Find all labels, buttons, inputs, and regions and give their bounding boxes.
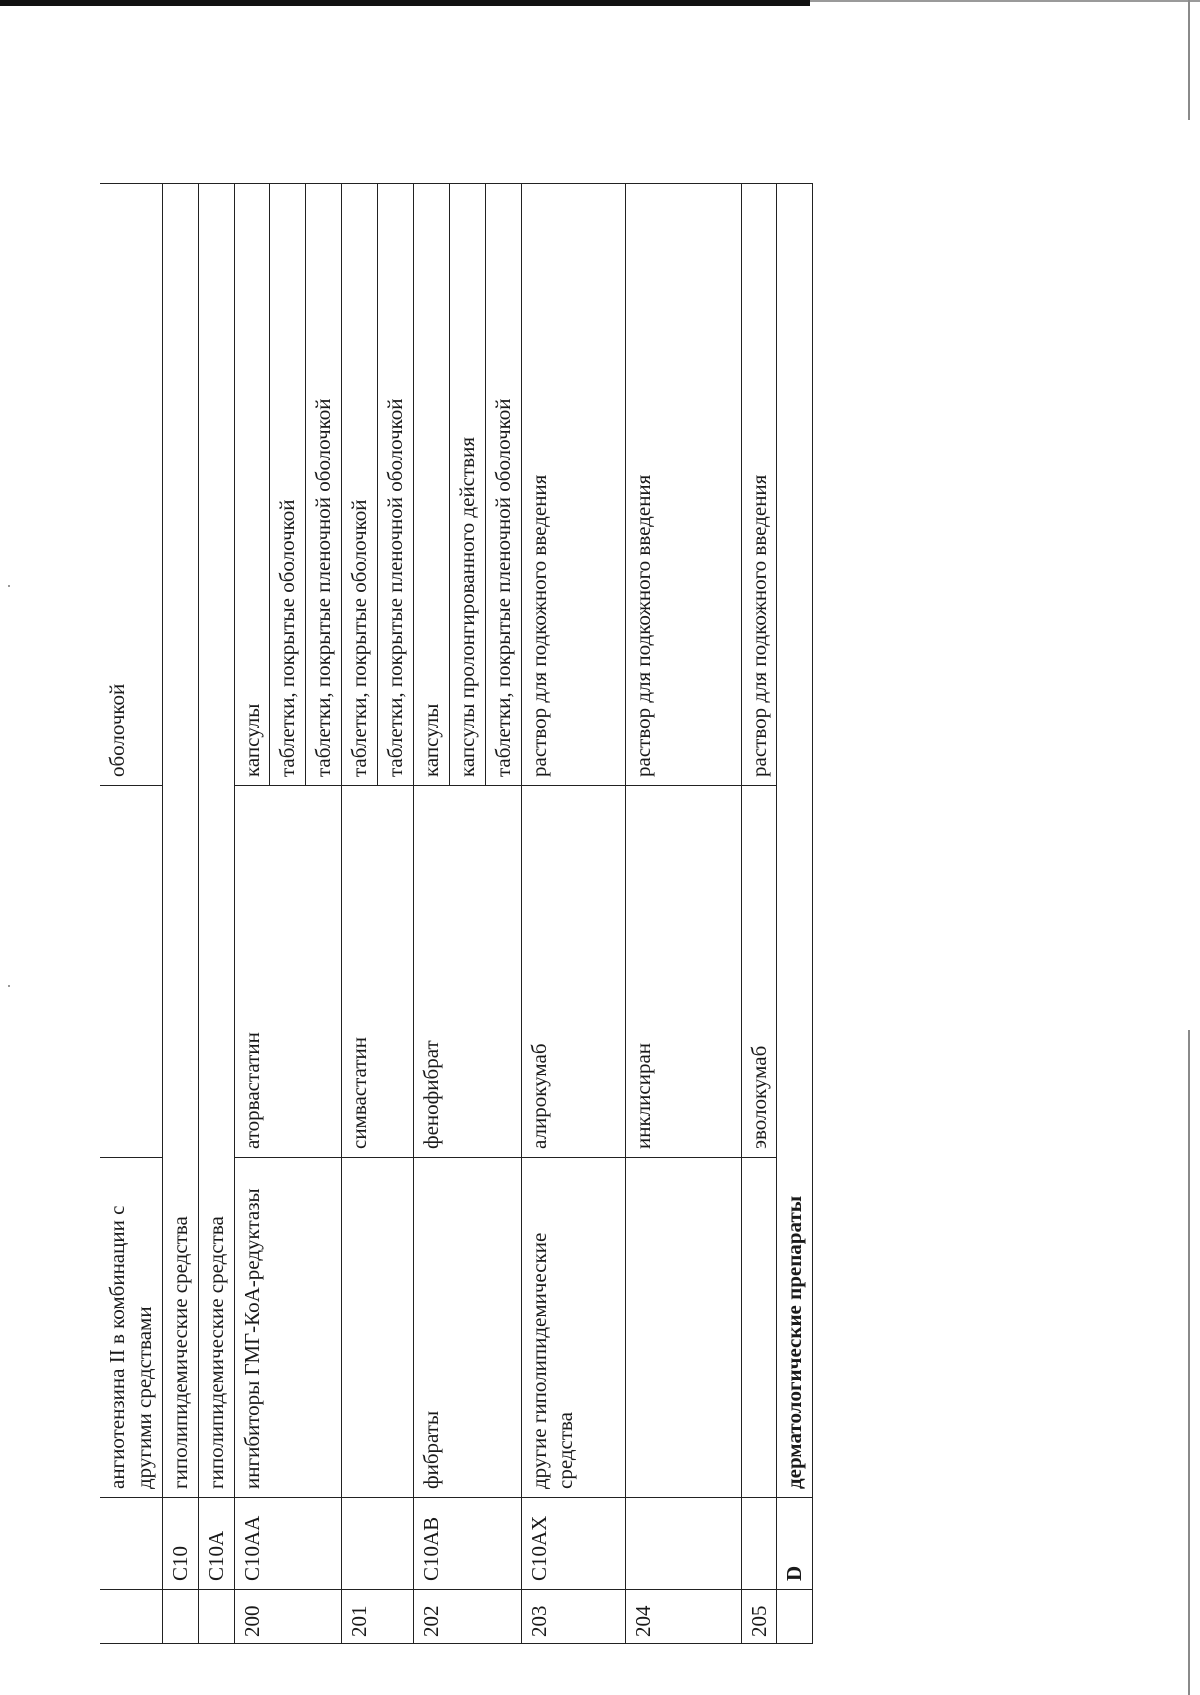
- atc-code: [741, 1498, 777, 1590]
- table-row: [625, 184, 741, 1644]
- dosage-form: таблетки, покрытые пленочной оболочкой: [485, 184, 521, 786]
- row-number: [162, 1590, 198, 1644]
- table-row: [413, 184, 449, 1644]
- dosage-form: раствор для подкожного введения: [521, 184, 625, 786]
- dosage-form: капсулы пролонгированного действия: [449, 184, 485, 786]
- row-number: 203: [521, 1590, 625, 1644]
- substance-name: аторвастатин: [234, 786, 342, 1158]
- atc-code: C10AX: [521, 1498, 625, 1590]
- table-row: [234, 184, 270, 1644]
- row-number: [777, 1590, 813, 1644]
- atc-heading: дерматологические препараты: [777, 184, 813, 1498]
- atc-group: ингибиторы ГМГ-КоА-редуктазы: [234, 1158, 342, 1498]
- dosage-form: капсулы: [234, 184, 270, 786]
- row-number: [100, 1590, 162, 1644]
- table-row: [741, 184, 777, 1644]
- atc-code: C10AB: [413, 1498, 521, 1590]
- row-number: 201: [342, 1590, 414, 1644]
- substance-name: фенофибрат: [413, 786, 521, 1158]
- atc-code: D: [777, 1498, 813, 1590]
- atc-code: C10AA: [234, 1498, 342, 1590]
- atc-code: C10: [162, 1498, 198, 1590]
- dosage-form: раствор для подкожного введения: [625, 184, 741, 786]
- drug-table: [100, 183, 813, 1644]
- scan-speck: [8, 985, 10, 987]
- substance-name: инклисиран: [625, 786, 741, 1158]
- atc-heading: гиполипидемические средства: [198, 184, 234, 1498]
- scan-top-edge-fade: [810, 0, 1200, 2]
- dosage-form: таблетки, покрытые оболочкой: [270, 184, 306, 786]
- atc-group: [342, 1158, 414, 1498]
- dosage-form: таблетки, покрытые пленочной оболочкой: [378, 184, 414, 786]
- atc-code: [625, 1498, 741, 1590]
- atc-group: [741, 1158, 777, 1498]
- atc-group: [625, 1158, 741, 1498]
- row-number: [198, 1590, 234, 1644]
- dosage-form: таблетки, покрытые пленочной оболочкой: [306, 184, 342, 786]
- atc-group: другие гиполипидемические средства: [521, 1158, 625, 1498]
- substance-name: алирокумаб: [521, 786, 625, 1158]
- atc-group: фибраты: [413, 1158, 521, 1498]
- table-row: [342, 184, 378, 1644]
- atc-heading: гиполипидемические средства: [162, 184, 198, 1498]
- dosage-form: оболочкой: [100, 184, 162, 786]
- scan-speck: [8, 585, 10, 587]
- table-row: [198, 184, 234, 1644]
- dosage-form: капсулы: [413, 184, 449, 786]
- table-row: [100, 184, 162, 1644]
- substance-name: эволокумаб: [741, 786, 777, 1158]
- substance-name: симвастатин: [342, 786, 414, 1158]
- dosage-form: таблетки, покрытые оболочкой: [342, 184, 378, 786]
- atc-code: C10A: [198, 1498, 234, 1590]
- substance-name: [100, 786, 162, 1158]
- row-number: 202: [413, 1590, 521, 1644]
- atc-code: [100, 1498, 162, 1590]
- row-number: 205: [741, 1590, 777, 1644]
- row-number: 200: [234, 1590, 342, 1644]
- scan-right-mark-bottom: [1188, 1030, 1190, 1695]
- atc-code: [342, 1498, 414, 1590]
- row-number: 204: [625, 1590, 741, 1644]
- rotated-table-container: [100, 184, 1050, 1644]
- table-row: [162, 184, 198, 1644]
- table-row: [777, 184, 813, 1644]
- dosage-form: раствор для подкожного введения: [741, 184, 777, 786]
- table-row: [521, 184, 625, 1644]
- scan-top-edge: [0, 0, 810, 6]
- scan-right-mark-top: [1188, 0, 1190, 120]
- atc-group: ангиотензина II в комбинации с другими средствами: [100, 1158, 162, 1498]
